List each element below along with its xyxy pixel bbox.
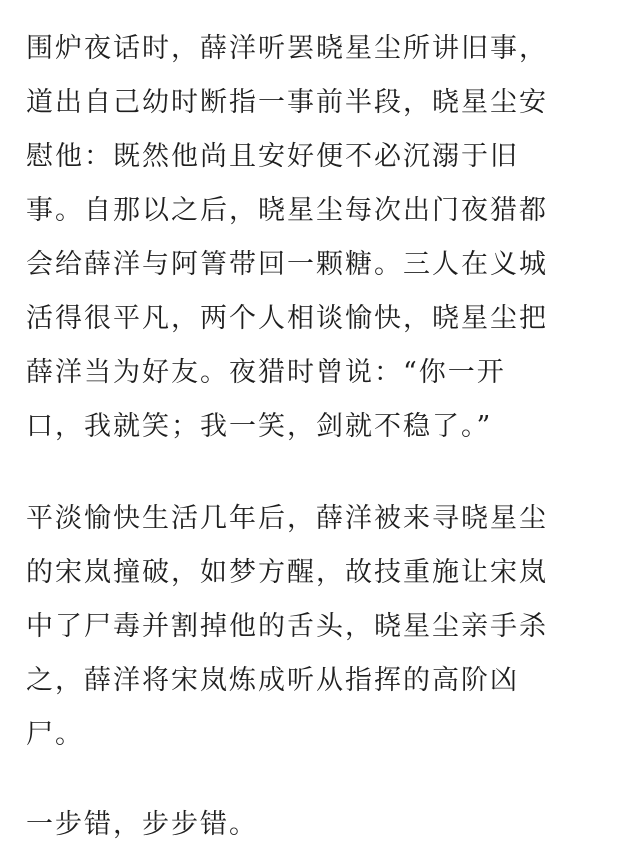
text-line: 口，我就笑；我一笑，剑就不稳了。” xyxy=(26,411,493,442)
text-line: 一步错，步步错。 xyxy=(26,809,258,840)
text-line: 道出自己幼时断指一事前半段，晓星尘安 xyxy=(26,87,548,118)
text-line: 活得很平凡，两个人相谈愉快，晓星尘把 xyxy=(26,303,548,334)
text-line: 会给薛洋与阿箐带回一颗糖。三人在义城 xyxy=(26,249,548,280)
text-line: 事。自那以之后，晓星尘每次出门夜猎都 xyxy=(26,195,548,226)
text-line: 慰他：既然他尚且安好便不必沉溺于旧 xyxy=(26,141,519,172)
paragraph-1 xyxy=(26,22,626,454)
paragraph-2 xyxy=(26,492,626,762)
text-line: 之，薛洋将宋岚炼成听从指挥的高阶凶 xyxy=(26,665,519,696)
text-line: 的宋岚撞破，如梦方醒，故技重施让宋岚 xyxy=(26,557,548,588)
text-line: 尸。 xyxy=(26,719,84,750)
text-line: 围炉夜话时，薛洋听罢晓星尘所讲旧事， xyxy=(26,33,548,64)
text-line: 平淡愉快生活几年后，薛洋被来寻晓星尘 xyxy=(26,503,548,534)
paragraph-3 xyxy=(26,798,626,852)
text-line: 中了尸毒并割掉他的舌头，晓星尘亲手杀 xyxy=(26,611,548,642)
text-line: 薛洋当为好友。夜猎时曾说：“你一开 xyxy=(26,357,506,388)
